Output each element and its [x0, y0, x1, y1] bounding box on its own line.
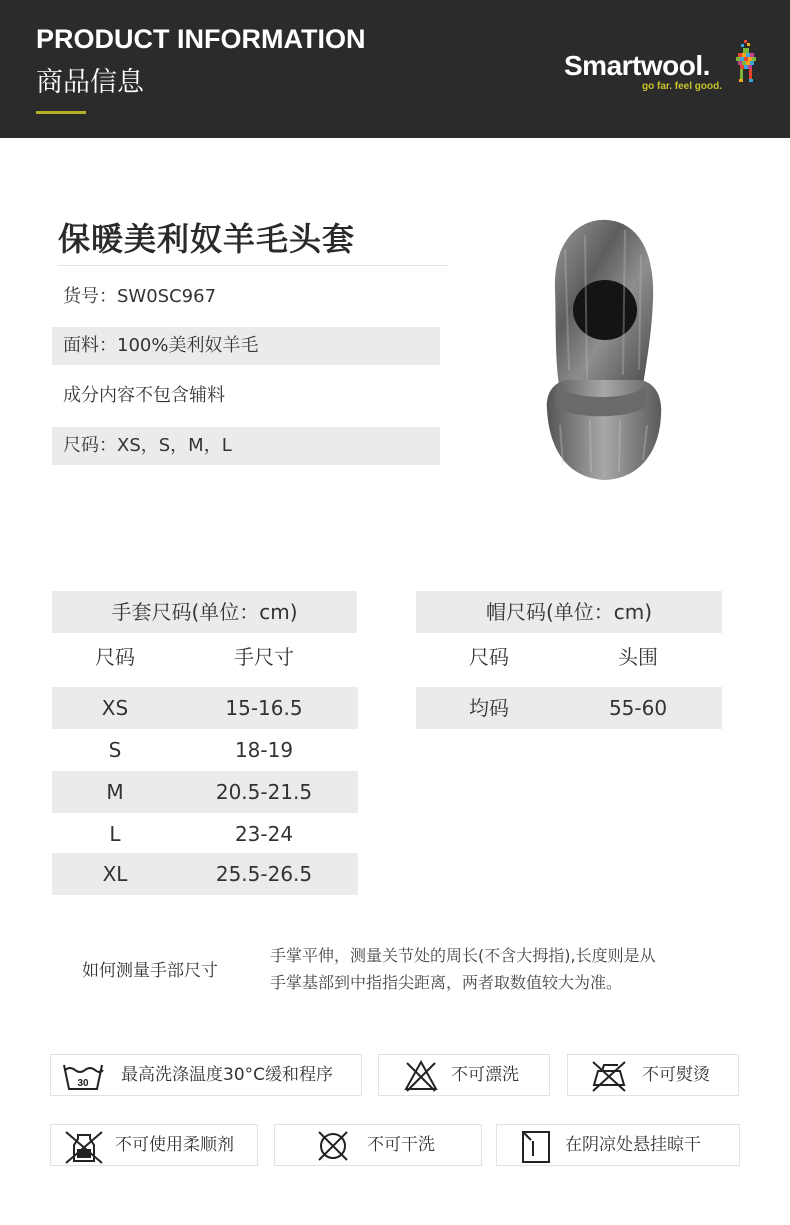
product-note: 成分内容不包含辅料 [63, 385, 225, 406]
sheep-mascot-icon [734, 40, 758, 94]
care-wash [50, 1054, 362, 1096]
size-cell: 均码 [469, 696, 509, 720]
header-title-en: PRODUCT INFORMATION [36, 24, 366, 54]
hat-table-title: 帽尺码(单位：cm) [416, 591, 722, 633]
value-cell: 15-16.5 [225, 696, 303, 720]
header-accent-bar [36, 111, 86, 114]
brand-tagline: go far. feel good. [642, 81, 723, 92]
size-cell: L [109, 822, 121, 846]
hat-table-header-row [416, 636, 722, 678]
care-softener-label: 不可使用柔顺剂 [115, 1135, 234, 1155]
table-row [416, 687, 722, 729]
care-dryclean [274, 1124, 482, 1166]
value-cell: 23-24 [234, 822, 294, 846]
measure-line-2: 手掌基部到中指指尖距离，两者取数值较大为准。 [270, 973, 623, 992]
no-dryclean-icon [315, 1129, 351, 1163]
line-dry-shade-icon [519, 1129, 553, 1165]
table-row [52, 853, 358, 895]
table-row [52, 813, 358, 855]
no-softener-icon [63, 1129, 105, 1165]
glove-col-hand: 手尺寸 [234, 645, 294, 669]
care-bleach [378, 1054, 550, 1096]
table-row [52, 687, 358, 729]
care-iron [567, 1054, 739, 1096]
value-cell: 55-60 [608, 696, 668, 720]
glove-table-title: 手套尺码(单位：cm) [52, 591, 357, 633]
size-cell: M [106, 780, 124, 804]
product-name: 保暖美利奴羊毛头套 [58, 220, 356, 258]
glove-col-size: 尺码 [95, 645, 135, 669]
value-cell: 18-19 [234, 738, 294, 762]
header-title-cn: 商品信息 [36, 67, 144, 98]
product-fabric: 面料：100%美利奴羊毛 [52, 327, 440, 365]
size-cell: S [108, 738, 122, 762]
care-bleach-label: 不可漂洗 [451, 1065, 519, 1085]
wash-30-icon [61, 1059, 105, 1093]
measure-title: 如何测量手部尺寸 [82, 961, 218, 981]
wash-temp: 30 [77, 1078, 89, 1089]
glove-table-header-row [52, 636, 358, 678]
care-dryclean-label: 不可干洗 [367, 1135, 435, 1155]
divider [58, 265, 448, 266]
measure-line-1: 手掌平伸，测量关节处的周长(不含大拇指),长度则是从 [270, 946, 656, 965]
hat-col-head: 头围 [618, 645, 658, 669]
measure-description [270, 942, 740, 996]
product-sizes: 尺码：XS，S，M，L [52, 427, 440, 465]
size-cell: XS [101, 696, 129, 720]
care-dry-label: 在阴凉处悬挂晾干 [565, 1135, 701, 1155]
product-sku: 货号：SW0SC967 [63, 286, 217, 307]
care-iron-label: 不可熨烫 [642, 1065, 710, 1085]
table-row [52, 729, 358, 771]
hat-col-size: 尺码 [469, 645, 509, 669]
size-cell: XL [102, 862, 128, 886]
brand-wordmark: Smartwool. [564, 50, 710, 81]
care-dry [496, 1124, 740, 1166]
care-softener [50, 1124, 258, 1166]
value-cell: 25.5-26.5 [215, 862, 313, 886]
no-bleach-icon [403, 1059, 439, 1093]
header-banner [0, 0, 790, 138]
brand-logo [560, 40, 770, 100]
table-row [52, 771, 358, 813]
no-iron-icon [590, 1059, 628, 1093]
balaclava-product-image [535, 210, 665, 485]
care-wash-label: 最高洗涤温度30°C缓和程序 [121, 1065, 334, 1085]
value-cell: 20.5-21.5 [215, 780, 313, 804]
